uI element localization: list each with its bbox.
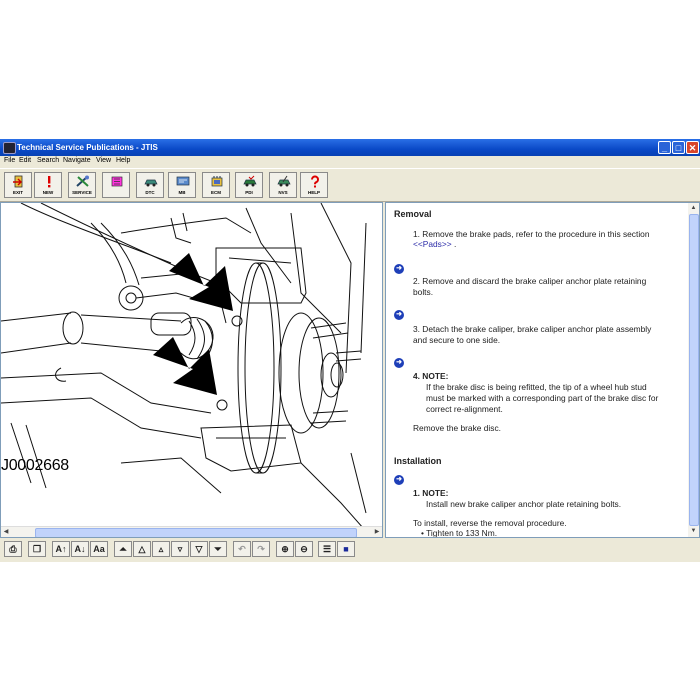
scroll-down-icon[interactable]: ▼ xyxy=(690,528,697,534)
installation-heading: Installation xyxy=(394,456,442,466)
window-title: Technical Service Publications - JTIS xyxy=(17,143,158,152)
back-icon[interactable]: ↶ xyxy=(233,541,251,557)
installation-note: Install new brake caliper anchor plate retaining bolts. xyxy=(426,499,622,509)
main-toolbar xyxy=(0,168,700,202)
horizontal-scrollbar[interactable] xyxy=(1,526,382,538)
new-button[interactable] xyxy=(34,172,62,198)
mb-icon xyxy=(176,175,190,188)
scroll-up-icon[interactable]: ▲ xyxy=(690,205,697,211)
scroll-left-icon[interactable]: ◀ xyxy=(3,529,9,535)
exit-icon xyxy=(12,175,26,188)
close-button[interactable]: ✕ xyxy=(686,141,699,154)
service-button[interactable] xyxy=(68,172,96,198)
menu-file[interactable]: File xyxy=(4,157,16,164)
first-page-icon[interactable]: ⏶ xyxy=(114,541,132,557)
fullscreen-icon[interactable]: ■ xyxy=(337,541,355,557)
help-label: HELP xyxy=(307,190,320,195)
menu-view[interactable]: View xyxy=(96,157,112,164)
print-icon[interactable]: ⎙ xyxy=(4,541,22,557)
service-label: SERVICE xyxy=(72,190,92,195)
mb-button[interactable] xyxy=(168,172,196,198)
note-line-1: If the brake disc is being refitted, the tip of a wheel hub stud xyxy=(426,382,647,392)
figure-id: J0002668 xyxy=(1,457,69,474)
wiring-icon xyxy=(110,175,124,188)
arrow-bullet-icon: ➜ xyxy=(394,358,404,368)
dtc-label: DTC xyxy=(145,190,155,195)
new-label: NEW xyxy=(42,190,54,195)
next-item-icon[interactable]: ▿ xyxy=(171,541,189,557)
title-bar xyxy=(0,139,700,156)
removal-step-1: 1. Remove the brake pads, refer to the procedure in this section xyxy=(413,229,650,239)
menu-help[interactable]: Help xyxy=(116,157,131,164)
scroll-right-icon[interactable]: ▶ xyxy=(374,529,380,535)
install-instruction: To install, reverse the removal procedure. xyxy=(413,518,567,528)
last-page-icon[interactable]: ⏷ xyxy=(209,541,227,557)
nvs-label: NVS xyxy=(278,190,288,195)
ecm-label: ECM xyxy=(211,190,221,195)
brake-assembly-illustration xyxy=(1,203,382,537)
pdi-icon xyxy=(243,175,257,188)
maximize-button[interactable]: □ xyxy=(672,141,685,154)
removal-heading: Removal xyxy=(394,209,432,219)
remove-disc-text: Remove the brake disc. xyxy=(413,423,501,433)
font-increase-icon[interactable]: A↑ xyxy=(52,541,70,557)
arrow-bullet-icon: ➜ xyxy=(394,310,404,320)
procedure-pane xyxy=(385,202,700,538)
menu-bar xyxy=(0,156,700,167)
font-decrease-icon[interactable]: A↓ xyxy=(71,541,89,557)
copy-icon[interactable]: ❐ xyxy=(28,541,46,557)
exit-label: EXIT xyxy=(12,190,23,195)
minimize-button[interactable]: _ xyxy=(658,141,671,154)
note-line-2: must be marked with a corresponding part of the brake disc for xyxy=(426,393,659,403)
app-icon xyxy=(3,142,16,154)
pdi-label: PDI xyxy=(245,190,253,195)
previous-item-icon[interactable]: ▵ xyxy=(152,541,170,557)
zoom-out-icon[interactable]: ⊖ xyxy=(295,541,313,557)
step-1-period: . xyxy=(451,239,457,249)
mb-label: MB xyxy=(178,190,186,195)
arrow-bullet-icon: ➜ xyxy=(394,264,404,274)
removal-step-2b: bolts. xyxy=(413,287,434,297)
help-icon xyxy=(308,175,322,188)
next-page-icon[interactable]: ▽ xyxy=(190,541,208,557)
new-icon xyxy=(42,175,56,188)
horizontal-scroll-thumb[interactable] xyxy=(35,528,357,538)
menu-edit[interactable]: Edit xyxy=(19,157,32,164)
torque-spec: • Tighten to 133 Nm. xyxy=(421,528,498,538)
ecm-button[interactable] xyxy=(202,172,230,198)
contents-icon[interactable]: ☰ xyxy=(318,541,336,557)
previous-page-icon[interactable]: △ xyxy=(133,541,151,557)
ecm-icon xyxy=(210,175,224,188)
zoom-in-icon[interactable]: ⊕ xyxy=(276,541,294,557)
vertical-scrollbar[interactable] xyxy=(688,203,699,537)
app-window xyxy=(0,139,700,562)
pads-link[interactable]: <<Pads>> xyxy=(413,239,452,249)
exit-button[interactable] xyxy=(4,172,32,198)
removal-step-2a: 2. Remove and discard the brake caliper anchor plate retaining xyxy=(413,276,647,286)
service-icon xyxy=(76,175,90,188)
menu-navigate[interactable]: Navigate xyxy=(63,157,91,164)
pdi-button[interactable] xyxy=(235,172,263,198)
forward-icon[interactable]: ↷ xyxy=(252,541,270,557)
note-line-3: correct re-alignment. xyxy=(426,404,503,414)
dtc-button[interactable] xyxy=(136,172,164,198)
nvs-icon xyxy=(277,175,291,188)
bottom-toolbar xyxy=(0,539,700,560)
help-button[interactable] xyxy=(300,172,328,198)
removal-step-4-note-label: 4. NOTE: xyxy=(413,371,449,381)
illustration-pane xyxy=(0,202,383,538)
nvs-button[interactable] xyxy=(269,172,297,198)
dtc-icon xyxy=(144,175,158,188)
menu-search[interactable]: Search xyxy=(37,157,60,164)
wiring-button[interactable] xyxy=(102,172,130,198)
arrow-bullet-icon: ➜ xyxy=(394,475,404,485)
font-style-icon[interactable]: Aa xyxy=(90,541,108,557)
removal-step-3a: 3. Detach the brake caliper, brake caliper anchor plate assembly xyxy=(413,324,652,334)
vertical-scroll-thumb[interactable] xyxy=(689,214,699,526)
installation-step-1-note-label: 1. NOTE: xyxy=(413,488,449,498)
removal-step-3b: and secure to one side. xyxy=(413,335,501,345)
procedure-document xyxy=(386,203,688,537)
